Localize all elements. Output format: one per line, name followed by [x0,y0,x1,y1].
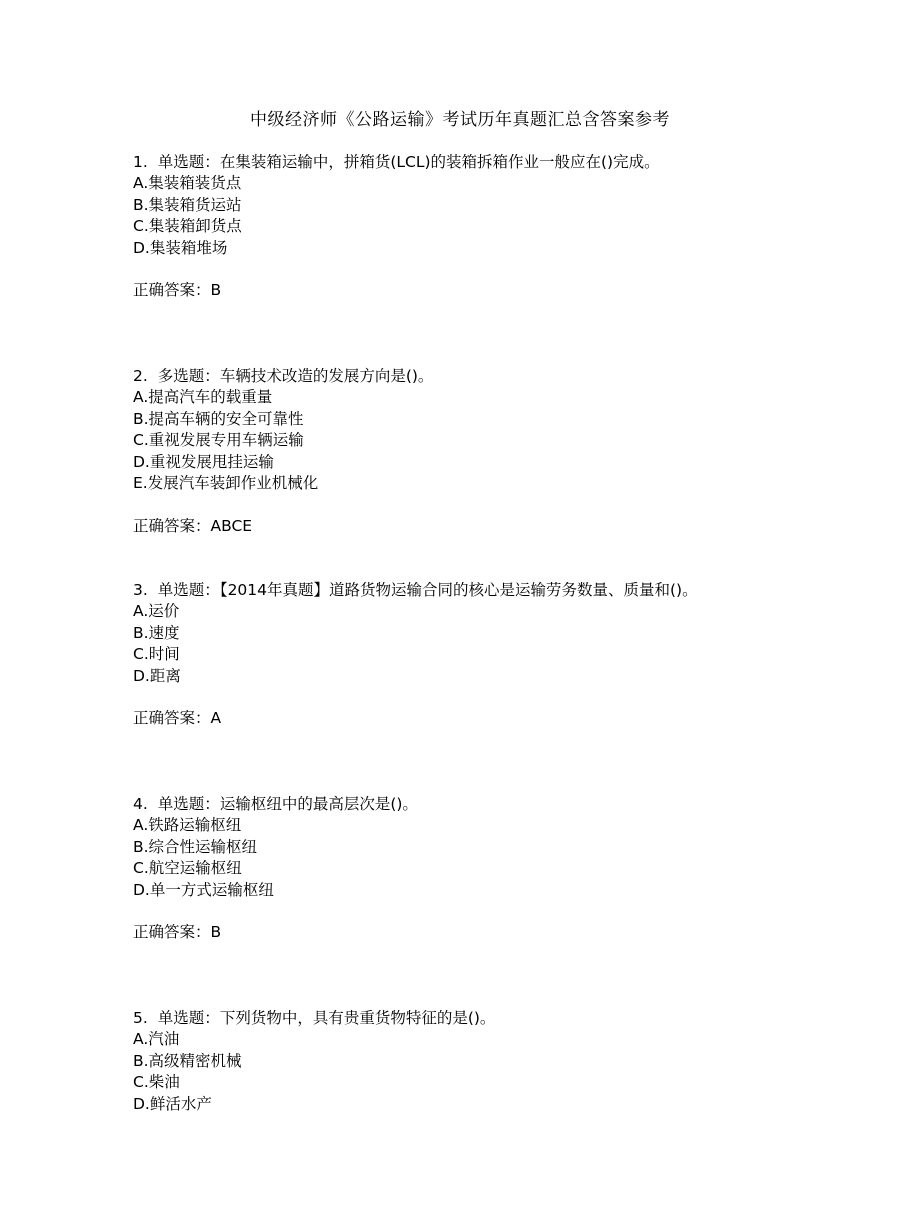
question-type: 多选题： [157,367,220,385]
answer-label: 正确答案： [133,923,211,942]
question-stem: 运输枢纽中的最高层次是()。 [219,795,418,813]
answer-line [133,280,893,301]
answer-line [133,922,893,943]
question-text [133,1008,893,1029]
option-b: B.提高车辆的安全可靠性 [133,409,304,428]
question-text [133,794,893,815]
option-b: B.速度 [133,623,180,642]
option-a: A.铁路运输枢纽 [133,816,242,835]
question-number: 4. [133,795,148,813]
answer-value: B [210,281,222,300]
question-text [133,152,893,173]
question-number: 2. [133,367,148,385]
question-text [133,580,893,601]
question-text [133,366,893,387]
answer-label: 正确答案： [133,709,211,728]
question-stem: 下列货物中，具有贵重货物特征的是()。 [219,1009,496,1027]
option-e: E.发展汽车装卸作业机械化 [133,473,319,492]
option-a: A.提高汽车的载重量 [133,388,273,407]
answer-line [133,516,893,537]
question-type: 单选题： [157,1009,220,1027]
question-list [133,152,893,1222]
question-2 [133,366,893,580]
option-b: B.集装箱货运站 [133,195,242,214]
document-title: 中级经济师《公路运输》考试历年真题汇总含答案参考 [250,110,670,130]
option-d: D.单一方式运输枢纽 [133,880,274,899]
question-1 [133,152,893,366]
option-c: C.重视发展专用车辆运输 [133,431,304,450]
question-stem: 在集装箱运输中，拼箱货(LCL)的装箱拆箱作业一般应在()完成。 [219,153,660,171]
answer-value: B [210,923,222,942]
answer-value: ABCE [210,516,253,535]
question-3 [133,580,893,794]
option-a: A.运价 [133,602,180,621]
question-number: 3. [133,581,148,599]
question-number: 1. [133,153,148,171]
option-a: A.汽油 [133,1030,180,1049]
question-4 [133,794,893,1008]
option-c: C.集装箱卸货点 [133,217,242,236]
option-c: C.柴油 [133,1073,180,1092]
question-stem: 车辆技术改造的发展方向是()。 [219,367,434,385]
question-stem: 【2014年真题】道路货物运输合同的核心是运输劳务数量、质量和()。 [219,581,698,599]
option-d: D.重视发展甩挂运输 [133,452,274,471]
option-d: D.鲜活水产 [133,1094,212,1113]
option-a: A.集装箱装货点 [133,174,242,193]
option-d: D.距离 [133,666,181,685]
answer-label: 正确答案： [133,281,211,300]
option-c: C.时间 [133,645,180,664]
answer-line [133,708,893,729]
option-b: B.综合性运输枢纽 [133,837,258,856]
question-number: 5. [133,1009,148,1027]
option-d: D.集装箱堆场 [133,238,228,257]
option-c: C.航空运输枢纽 [133,859,242,878]
question-type: 单选题： [157,795,220,813]
question-type: 单选题： [157,581,220,599]
question-5 [133,1008,893,1222]
question-type: 单选题： [157,153,220,171]
option-b: B.高级精密机械 [133,1051,242,1070]
answer-label: 正确答案： [133,516,211,535]
answer-value: A [210,709,222,728]
